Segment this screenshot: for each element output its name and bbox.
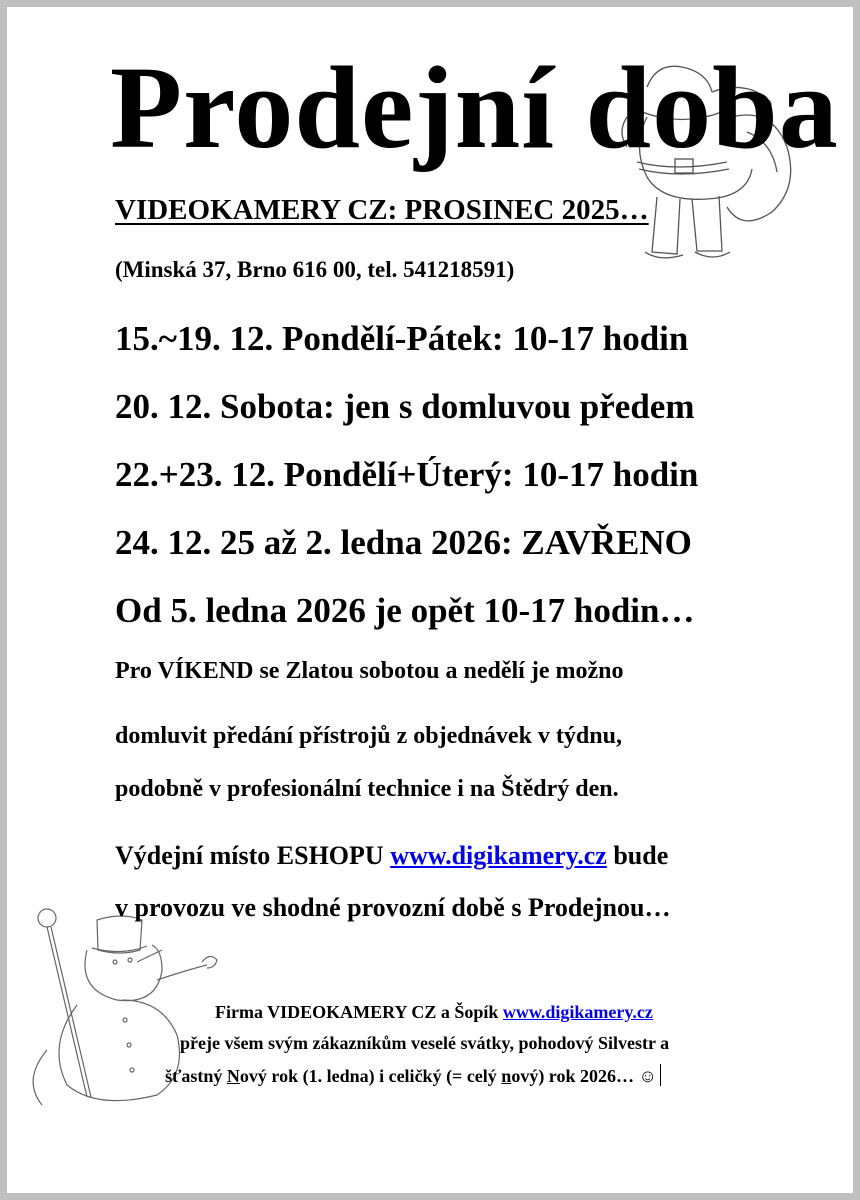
text-cursor (660, 1064, 661, 1086)
eshop-line-2: v provozu ve shodné provozní době s Prodejnou… (115, 893, 671, 922)
weekend-note-line: podobně v profesionální technice i na Štědrý den. (115, 776, 619, 802)
greeting-text: N (226, 1066, 240, 1086)
greeting-text: n (501, 1066, 512, 1086)
schedule-line: 20. 12. Sobota: jen s domluvou předem (115, 387, 695, 426)
greeting-text: šťastný (165, 1066, 227, 1086)
weekend-note-line: Pro VÍKEND se Zlatou sobotou a nedělí je možno (115, 658, 624, 684)
greeting-text: ový rok (1. ledna) i celičký (= celý (239, 1066, 502, 1086)
schedule-line: 22.+23. 12. Pondělí+Úterý: 10-17 hodin (115, 455, 699, 494)
greeting-line-3 (165, 1064, 661, 1087)
eshop-link[interactable]: www.digikamery.cz (390, 841, 607, 870)
greeting-text: ový) rok 2026… ☺ (511, 1066, 657, 1086)
store-address: (Minská 37, Brno 616 00, tel. 541218591) (115, 257, 515, 282)
schedule-line: 15.~19. 12. Pondělí-Pátek: 10-17 hodin (115, 319, 689, 358)
schedule-line: Od 5. ledna 2026 je opět 10-17 hodin… (115, 591, 695, 630)
page-title: Prodejní doba (110, 42, 839, 173)
eshop-prefix: Výdejní místo ESHOPU (115, 841, 384, 870)
eshop-suffix: bude (613, 841, 669, 870)
schedule-line: 24. 12. 25 až 2. ledna 2026: ZAVŘENO (115, 523, 692, 562)
store-heading: VIDEOKAMERY CZ: PROSINEC 2025… (115, 194, 649, 226)
greeting-line-2: přeje všem svým zákazníkům veselé svátky, pohodový Silvestr a (180, 1033, 670, 1053)
greeting-company: Firma VIDEOKAMERY CZ a Šopík (215, 1002, 499, 1022)
greeting-link[interactable]: www.digikamery.cz (502, 1002, 653, 1022)
greeting-line-1 (215, 1002, 653, 1023)
weekend-note-line: domluvit předání přístrojů z objednávek v týdnu, (115, 723, 622, 749)
document-page (7, 7, 853, 1193)
eshop-line (115, 841, 668, 871)
